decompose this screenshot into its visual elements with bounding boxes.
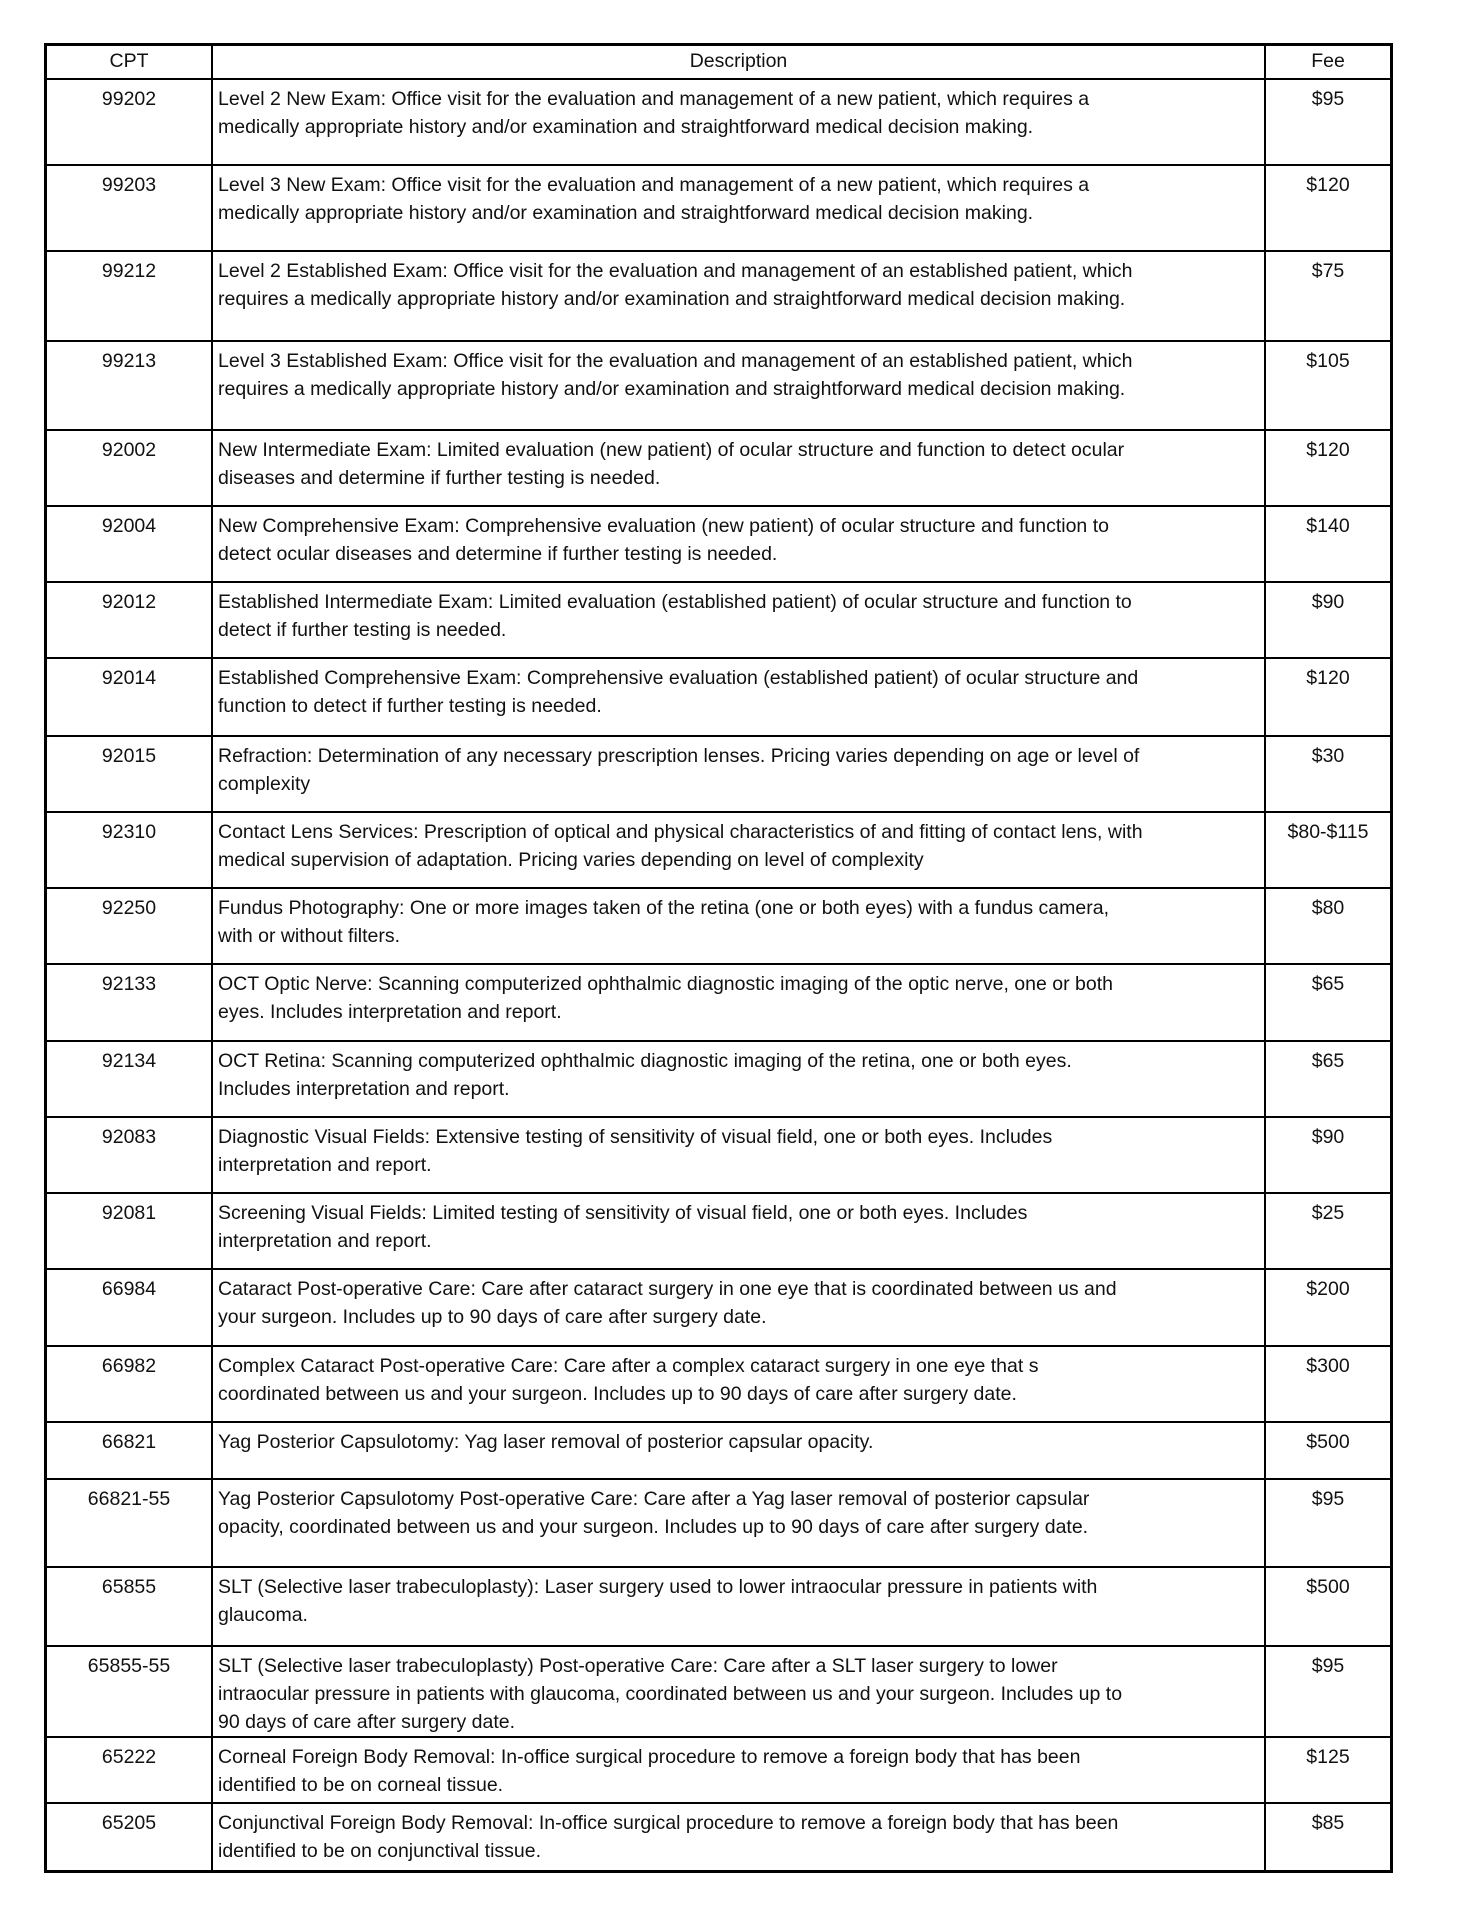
cpt-code: 65205 (46, 1803, 213, 1871)
table-row (46, 430, 1392, 506)
description-line: Yag Posterior Capsulotomy: Yag laser removal of posterior capsular opacity. (218, 1431, 874, 1453)
description-line: Yag Posterior Capsulotomy Post-operative Care: Care after a Yag laser removal of posterior capsular (218, 1488, 1090, 1510)
fee: $30 (1265, 736, 1392, 812)
description (212, 1193, 1265, 1269)
description-line: SLT (Selective laser trabeculoplasty) Post-operative Care: Care after a SLT laser surgery to lower (218, 1655, 1058, 1677)
fee: $75 (1265, 251, 1392, 341)
description-line: Level 2 New Exam: Office visit for the evaluation and management of a new patient, which requires a (218, 88, 1090, 110)
description-line: Corneal Foreign Body Removal: In-office surgical procedure to remove a foreign body that has been (218, 1746, 1081, 1768)
cpt-code: 92310 (46, 812, 213, 888)
fee: $95 (1265, 1646, 1392, 1737)
description (212, 582, 1265, 658)
cpt-code: 99213 (46, 341, 213, 430)
description (212, 430, 1265, 506)
description-line: Refraction: Determination of any necessary prescription lenses. Pricing varies depending on age or level of (218, 745, 1140, 767)
description-line: requires a medically appropriate history and/or examination and straightforward medical decision making. (218, 378, 1126, 400)
cpt-code: 92004 (46, 506, 213, 582)
cpt-code: 92015 (46, 736, 213, 812)
table-row (46, 1803, 1392, 1871)
cpt-code: 99202 (46, 79, 213, 165)
description (212, 1737, 1265, 1803)
description (212, 1269, 1265, 1346)
description (212, 506, 1265, 582)
description-line: Fundus Photography: One or more images taken of the retina (one or both eyes) with a fundus camera, (218, 897, 1109, 919)
description-line: Level 3 New Exam: Office visit for the evaluation and management of a new patient, which requires a (218, 174, 1090, 196)
description-line: opacity, coordinated between us and your surgeon. Includes up to 90 days of care after surgery date. (218, 1516, 1089, 1538)
fee: $120 (1265, 658, 1392, 736)
description-line: identified to be on conjunctival tissue. (218, 1840, 542, 1862)
description-line: interpretation and report. (218, 1230, 432, 1252)
description (212, 1567, 1265, 1646)
fee: $25 (1265, 1193, 1392, 1269)
description (212, 1422, 1265, 1479)
description-line: detect ocular diseases and determine if further testing is needed. (218, 543, 778, 565)
description (212, 1117, 1265, 1193)
description-line: interpretation and report. (218, 1154, 432, 1176)
table-row (46, 1646, 1392, 1737)
description (212, 251, 1265, 341)
table-row (46, 1567, 1392, 1646)
description-line: Screening Visual Fields: Limited testing of sensitivity of visual field, one or both eyes. Includes (218, 1202, 1028, 1224)
cpt-code: 92014 (46, 658, 213, 736)
description-line: detect if further testing is needed. (218, 619, 507, 641)
fee-schedule-table (44, 43, 1393, 1873)
description (212, 341, 1265, 430)
description (212, 79, 1265, 165)
table-row (46, 1269, 1392, 1346)
description (212, 1041, 1265, 1117)
table-row (46, 1041, 1392, 1117)
description (212, 658, 1265, 736)
description-line: function to detect if further testing is needed. (218, 695, 602, 717)
description-line: Cataract Post-operative Care: Care after cataract surgery in one eye that is coordinated between us and (218, 1278, 1117, 1300)
description (212, 812, 1265, 888)
description (212, 1803, 1265, 1871)
description-line: diseases and determine if further testing is needed. (218, 467, 661, 489)
description-line: requires a medically appropriate history and/or examination and straightforward medical decision making. (218, 288, 1126, 310)
cpt-code: 92133 (46, 964, 213, 1041)
fee: $140 (1265, 506, 1392, 582)
cpt-code: 99203 (46, 165, 213, 251)
table-row (46, 251, 1392, 341)
cpt-code: 92081 (46, 1193, 213, 1269)
description-line: Includes interpretation and report. (218, 1078, 510, 1100)
description-line: with or without filters. (218, 925, 401, 947)
table-row (46, 964, 1392, 1041)
table-row (46, 1117, 1392, 1193)
table-row (46, 79, 1392, 165)
cpt-code: 92002 (46, 430, 213, 506)
description-line: intraocular pressure in patients with glaucoma, coordinated between us and your surgeon. Includes up to (218, 1683, 1123, 1705)
fee: $65 (1265, 964, 1392, 1041)
description-line: Level 2 Established Exam: Office visit for the evaluation and management of an established patient, which (218, 260, 1133, 282)
description-line: New Comprehensive Exam: Comprehensive evaluation (new patient) of ocular structure and function to (218, 515, 1109, 537)
table-row (46, 1346, 1392, 1422)
table-row (46, 1193, 1392, 1269)
description-line: OCT Retina: Scanning computerized ophthalmic diagnostic imaging of the retina, one or both eyes. (218, 1050, 1072, 1072)
fee: $80 (1265, 888, 1392, 964)
fee: $200 (1265, 1269, 1392, 1346)
description (212, 1346, 1265, 1422)
table-row (46, 888, 1392, 964)
header-description: Description (212, 45, 1265, 80)
description-line: Contact Lens Services: Prescription of optical and physical characteristics of and fitting of contact lens, with (218, 821, 1143, 843)
description-line: medically appropriate history and/or examination and straightforward medical decision making. (218, 116, 1034, 138)
fee: $300 (1265, 1346, 1392, 1422)
fee: $90 (1265, 582, 1392, 658)
table-row (46, 736, 1392, 812)
cpt-code: 66821-55 (46, 1479, 213, 1567)
description-line: coordinated between us and your surgeon. Includes up to 90 days of care after surgery date. (218, 1383, 1017, 1405)
cpt-code: 92134 (46, 1041, 213, 1117)
header-cpt: CPT (46, 45, 213, 80)
fee: $500 (1265, 1422, 1392, 1479)
description-line: medical supervision of adaptation. Pricing varies depending on level of complexity (218, 849, 924, 871)
description-line: Level 3 Established Exam: Office visit for the evaluation and management of an established patient, which (218, 350, 1133, 372)
fee: $95 (1265, 79, 1392, 165)
description (212, 736, 1265, 812)
fee: $105 (1265, 341, 1392, 430)
description (212, 888, 1265, 964)
description-line: glaucoma. (218, 1604, 308, 1626)
fee: $65 (1265, 1041, 1392, 1117)
fee: $80-$115 (1265, 812, 1392, 888)
cpt-code: 65855-55 (46, 1646, 213, 1737)
description-line: identified to be on corneal tissue. (218, 1774, 504, 1796)
fee: $90 (1265, 1117, 1392, 1193)
fee: $120 (1265, 430, 1392, 506)
table-row (46, 1737, 1392, 1803)
description-line: Established Intermediate Exam: Limited evaluation (established patient) of ocular structure and function to (218, 591, 1132, 613)
cpt-code: 66984 (46, 1269, 213, 1346)
fee: $85 (1265, 1803, 1392, 1871)
header-fee: Fee (1265, 45, 1392, 80)
description-line: SLT (Selective laser trabeculoplasty): Laser surgery used to lower intraocular pressure in patients with (218, 1576, 1098, 1598)
description-line: Established Comprehensive Exam: Comprehensive evaluation (established patient) of ocular structure and (218, 667, 1139, 689)
description-line: eyes. Includes interpretation and report. (218, 1001, 562, 1023)
table-row (46, 1422, 1392, 1479)
header-row (46, 45, 1392, 80)
description-line: New Intermediate Exam: Limited evaluation (new patient) of ocular structure and function to detect ocular (218, 439, 1125, 461)
cpt-code: 92012 (46, 582, 213, 658)
table-row (46, 658, 1392, 736)
table-row (46, 812, 1392, 888)
table-row (46, 1479, 1392, 1567)
fee: $500 (1265, 1567, 1392, 1646)
description-line: complexity (218, 773, 311, 795)
description-line: Conjunctival Foreign Body Removal: In-office surgical procedure to remove a foreign body that has been (218, 1812, 1119, 1834)
description (212, 1646, 1265, 1737)
cpt-code: 66982 (46, 1346, 213, 1422)
description-line: OCT Optic Nerve: Scanning computerized ophthalmic diagnostic imaging of the optic nerve, one or both (218, 973, 1113, 995)
description (212, 165, 1265, 251)
fee: $95 (1265, 1479, 1392, 1567)
cpt-code: 92083 (46, 1117, 213, 1193)
table-row (46, 582, 1392, 658)
cpt-code: 65855 (46, 1567, 213, 1646)
table-row (46, 506, 1392, 582)
description (212, 1479, 1265, 1567)
description-line: medically appropriate history and/or examination and straightforward medical decision making. (218, 202, 1034, 224)
cpt-code: 66821 (46, 1422, 213, 1479)
description-line: Complex Cataract Post-operative Care: Care after a complex cataract surgery in one eye that s (218, 1355, 1039, 1377)
fee: $120 (1265, 165, 1392, 251)
cpt-code: 92250 (46, 888, 213, 964)
description-line: your surgeon. Includes up to 90 days of care after surgery date. (218, 1306, 767, 1328)
fee: $125 (1265, 1737, 1392, 1803)
description-line: 90 days of care after surgery date. (218, 1711, 515, 1733)
description-line: Diagnostic Visual Fields: Extensive testing of sensitivity of visual field, one or both eyes. Includes (218, 1126, 1053, 1148)
table-row (46, 165, 1392, 251)
table-row (46, 341, 1392, 430)
description (212, 964, 1265, 1041)
cpt-code: 65222 (46, 1737, 213, 1803)
cpt-code: 99212 (46, 251, 213, 341)
